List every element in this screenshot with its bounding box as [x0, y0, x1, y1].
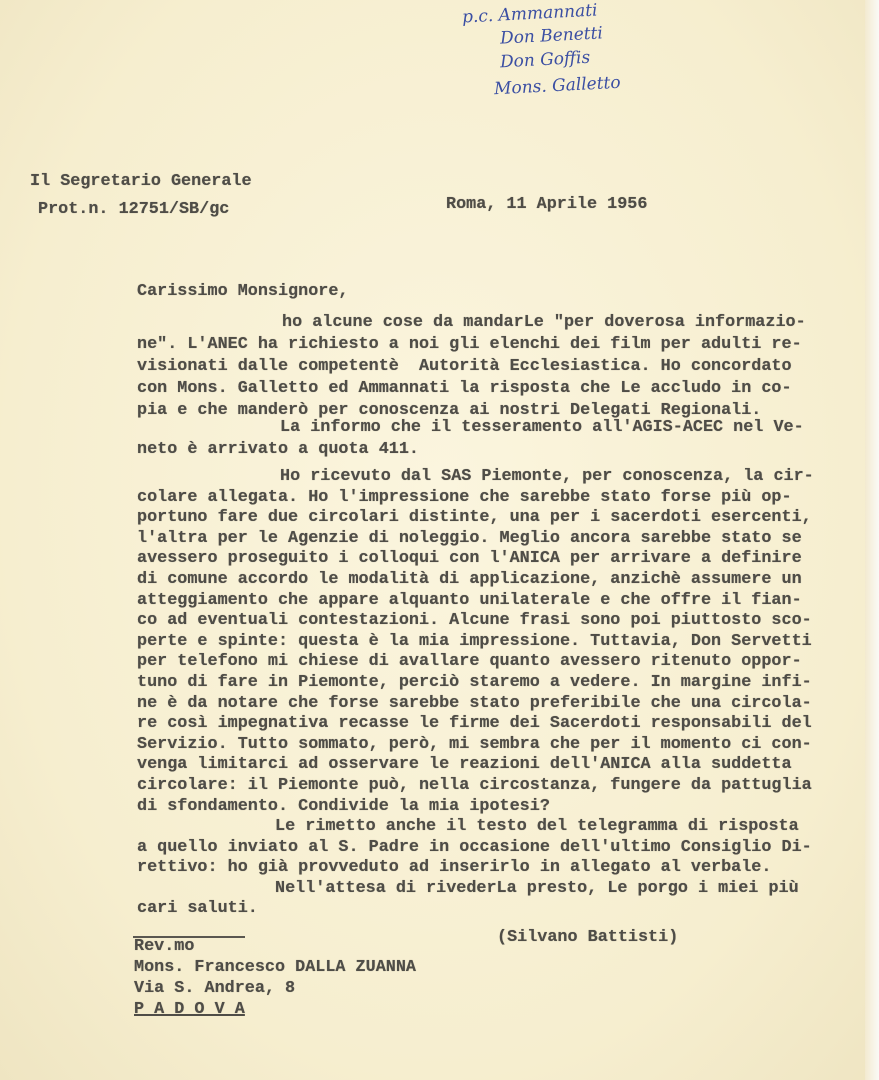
text-line: con Mons. Galletto ed Ammannati la risposta che Le accludo in co- — [137, 379, 792, 398]
sender-title: Il Segretario Generale — [30, 172, 252, 191]
text-line: perte e spinte: questa è la mia impressione. Tuttavia, Don Servetti — [137, 631, 812, 651]
text-line: di comune accordo le modalità di applicazione, anzichè assumere un — [137, 569, 802, 589]
text-line: di sfondamento. Condivide la mia ipotesi? — [137, 796, 550, 816]
text-line: a quello inviato al S. Padre in occasione dell'ultimo Consiglio Di- — [137, 837, 812, 857]
text-line: re così impegnativa recasse le firme dei Sacerdoti responsabili del — [137, 714, 812, 734]
text-line: ne è da notare che forse sarebbe stato preferibile che una circola- — [137, 693, 812, 713]
text-line: l'altra per le Agenzie di noleggio. Meglio ancora sarebbe stato se — [137, 528, 802, 548]
text-line: cari saluti. — [137, 899, 258, 919]
recipient-name: Mons. Francesco DALLA ZUANNA — [134, 958, 416, 977]
text-line: Le rimetto anche il testo del telegramma di risposta — [275, 817, 799, 837]
paragraph-2 — [137, 417, 804, 461]
protocol-number: Prot.n. 12751/SB/gc — [38, 200, 230, 219]
salutation: Carissimo Monsignore, — [137, 282, 349, 301]
text-line: visionati dalle competentè Autorità Ecclesiastica. Ho concordato — [137, 357, 792, 376]
text-line: tuno di fare in Piemonte, perciò staremo a vedere. In margine infi- — [137, 672, 812, 692]
recipient-honorific: Rev.mo — [134, 937, 195, 956]
recipient-street: Via S. Andrea, 8 — [134, 979, 296, 998]
text-line: avessero proseguito i colloqui con l'ANICA per arrivare a definire — [137, 549, 802, 569]
text-line: Nell'attesa di rivederLa presto, Le porgo i miei più — [275, 878, 799, 898]
text-line: circolare: il Piemonte può, nella circostanza, fungere da pattuglia — [137, 775, 812, 795]
text-line: colare allegata. Ho l'impressione che sarebbe stato forse più op- — [137, 487, 792, 507]
scan-edge — [865, 0, 879, 1080]
handwritten-line: Don Benetti — [499, 23, 604, 49]
paragraph-1 — [137, 312, 806, 422]
text-line: portuno fare due circolari distinte, una per i sacerdoti esercenti, — [137, 508, 812, 528]
paragraph-3 — [137, 467, 814, 920]
text-line: Ho ricevuto dal SAS Piemonte, per conoscenza, la cir- — [280, 467, 814, 486]
text-line: ho alcune cose da mandarLe "per doverosa informazio- — [282, 313, 806, 332]
handwritten-line: Don Goffis — [499, 47, 591, 73]
handwritten-line: Mons. Galletto — [493, 72, 622, 100]
signature: (Silvano Battisti) — [497, 928, 679, 947]
text-line: per telefono mi chiese di avallare quanto avessero ritenuto oppor- — [137, 652, 802, 672]
handwritten-line: p.c. Ammannati — [461, 0, 599, 28]
text-line: ne". L'ANEC ha richiesto a noi gli elenchi dei film per adulti re- — [137, 335, 802, 354]
text-line: rettivo: ho già provveduto ad inserirlo in allegato al verbale. — [137, 858, 772, 878]
text-line: co ad eventuali contestazioni. Alcune frasi sono poi piuttosto sco- — [137, 611, 812, 631]
text-line: Servizio. Tutto sommato, però, mi sembra che per il momento ci con- — [137, 734, 812, 754]
text-line: atteggiamento che appare alquanto unilaterale e che offre il fian- — [137, 590, 802, 610]
text-line: neto è arrivato a quota 411. — [137, 440, 419, 459]
text-line: pia e che manderò per conoscenza ai nostri Delegati Regionali. — [137, 401, 762, 420]
text-line: La informo che il tesseramento all'AGIS-ACEC nel Ve- — [280, 418, 804, 437]
text-line: venga limitarci ad osservare le reazioni dell'ANICA alla suddetta — [137, 755, 792, 775]
place-date: Roma, 11 Aprile 1956 — [446, 195, 648, 214]
recipient-city: P A D O V A — [134, 1000, 245, 1019]
